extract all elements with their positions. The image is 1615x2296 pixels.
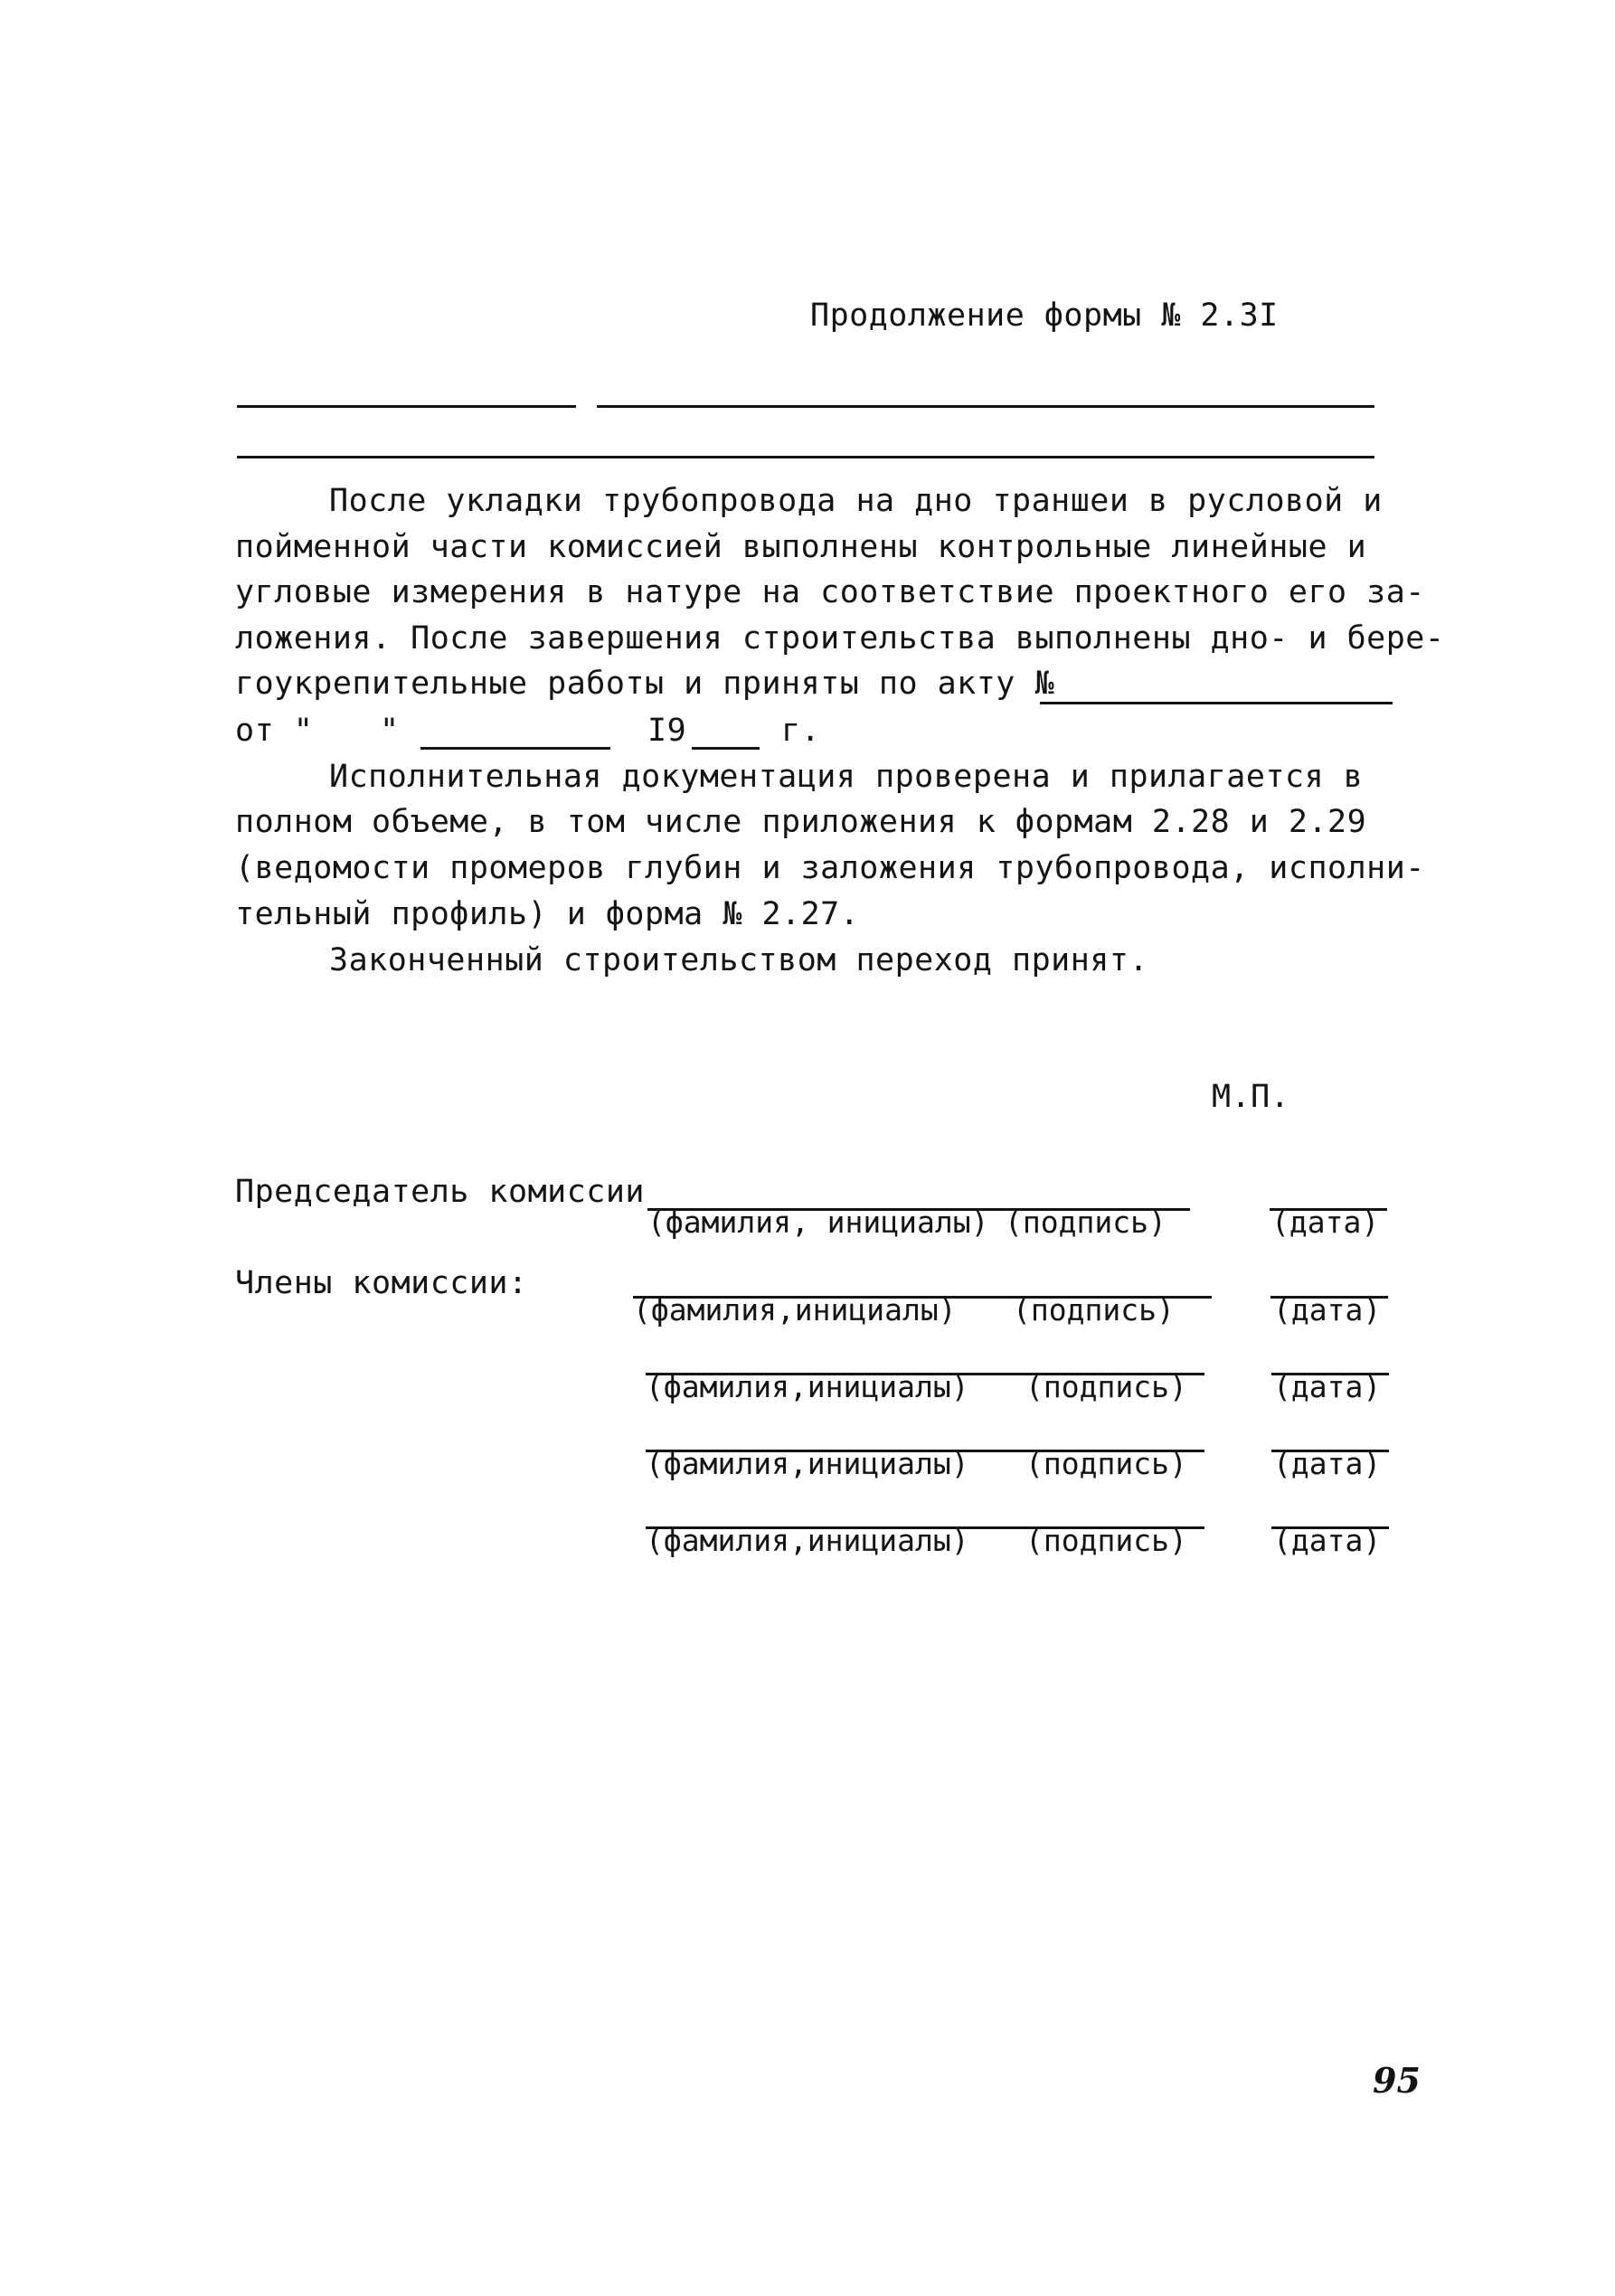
paragraph1-line3: угловые измерения в натуре на соответствие проектного его за-: [235, 574, 1425, 610]
blank-line-top-left: [237, 405, 576, 408]
name-caption: (фамилия, инициалы): [647, 1205, 989, 1240]
signature-row-member-2: [646, 1365, 1396, 1409]
paragraph2-line2: полном объеме, в том числе приложения к формам 2.28 и 2.29: [235, 804, 1367, 840]
date-year-suffix: г.: [781, 713, 821, 749]
paragraph2-line1: Исполнительная документация проверена и прилагается в: [329, 759, 1364, 795]
paragraph2-line4: тельный профиль) и форма № 2.27.: [235, 896, 860, 932]
chairman-label: Председатель комиссии: [235, 1174, 646, 1210]
date-caption: (дата): [1273, 1292, 1382, 1328]
signature-caption: (подпись): [1025, 1523, 1187, 1558]
blank-line-second: [237, 456, 1374, 458]
date-caption: (дата): [1273, 1446, 1382, 1481]
paragraph1-line4: ложения. После завершения строительства выполнены дно- и бере-: [235, 620, 1445, 657]
date-year-prefix: I9: [647, 713, 687, 749]
stamp-placeholder: М.П.: [1212, 1079, 1290, 1115]
name-caption: (фамилия,инициалы): [633, 1292, 957, 1328]
signature-row-member-4: [646, 1519, 1396, 1563]
blank-line-top-right: [597, 405, 1374, 408]
date-caption: (дата): [1273, 1369, 1382, 1404]
signature-row-member-1: [633, 1289, 1393, 1332]
date-month-blank: [420, 747, 610, 750]
signature-caption: (подпись): [1005, 1205, 1166, 1240]
date-caption: (дата): [1271, 1205, 1380, 1240]
signature-caption: (подпись): [1025, 1369, 1187, 1404]
signature-caption: (подпись): [1025, 1446, 1187, 1481]
date-closing-quote: ": [380, 713, 400, 749]
members-label: Члены комиссии:: [235, 1265, 528, 1301]
paragraph1-line1: После укладки трубопровода на дно траншеи в русловой и: [329, 483, 1383, 519]
form-continuation-title: Продолжение формы № 2.3I: [810, 298, 1279, 334]
page-number: 95: [1373, 2060, 1421, 2101]
signature-row-chairman: [647, 1201, 1398, 1244]
act-number-blank: [1040, 702, 1393, 704]
paragraph2-line3: (ведомости промеров глубин и заложения трубопровода, исполни-: [235, 850, 1425, 886]
date-from-label: от ": [235, 713, 314, 749]
date-caption: (дата): [1273, 1523, 1382, 1558]
signature-caption: (подпись): [1013, 1292, 1175, 1328]
name-caption: (фамилия,инициалы): [646, 1369, 969, 1404]
name-caption: (фамилия,инициалы): [646, 1446, 969, 1481]
paragraph3: Законченный строительством переход принят.: [329, 942, 1149, 978]
paragraph1-line2: пойменной части комиссией выполнены контрольные линейные и: [235, 529, 1367, 565]
date-year-blank: [692, 747, 760, 750]
signature-row-member-3: [646, 1442, 1396, 1486]
paragraph1-line5: гоукрепительные работы и приняты по акту №: [235, 666, 1055, 702]
name-caption: (фамилия,инициалы): [646, 1523, 969, 1558]
